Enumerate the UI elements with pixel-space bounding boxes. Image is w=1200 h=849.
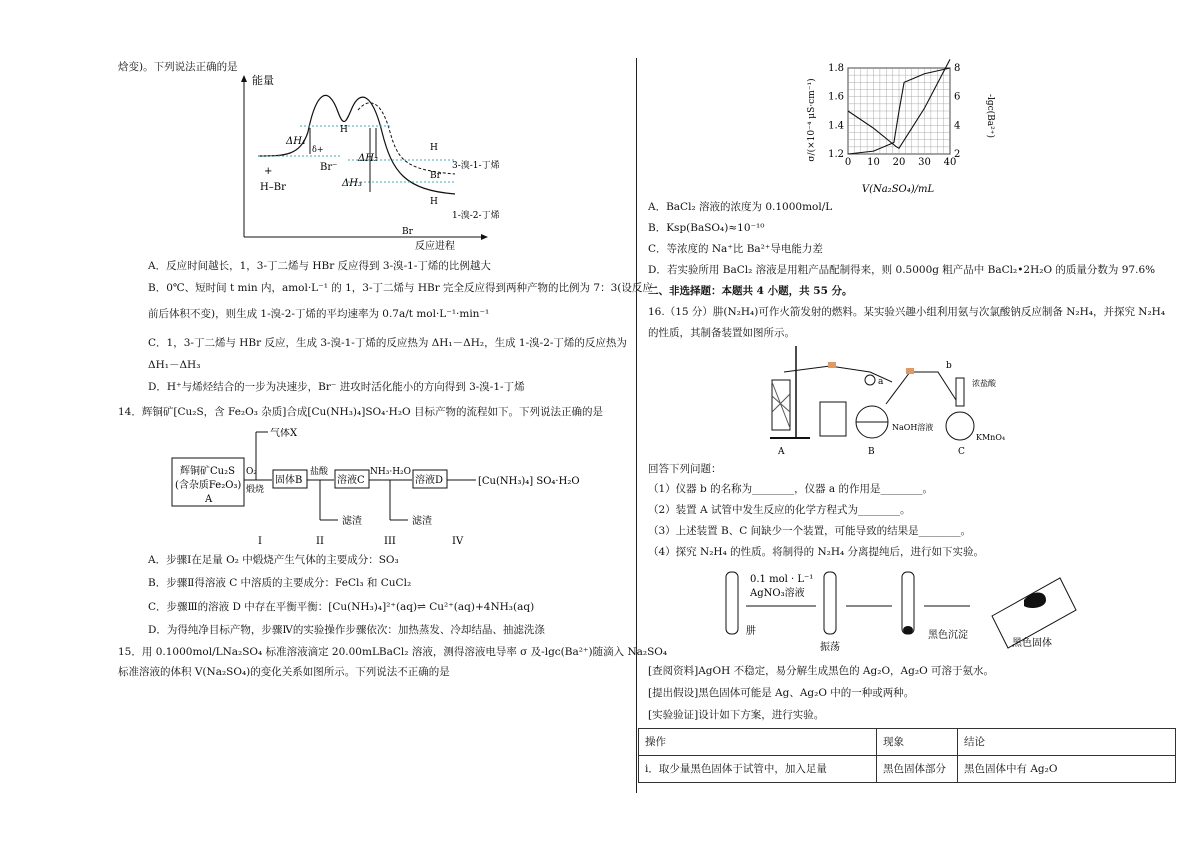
axis-arrow-y (241, 75, 247, 82)
q14-option-c: C．步骤Ⅲ的溶液 D 中存在平衡平衡：[Cu(NH₃)₄]²⁺(aq)⇌ Cu²⁺(aq)+4NH₃(aq) (148, 601, 535, 613)
axis-arrow-x (481, 234, 488, 240)
column-divider (636, 58, 637, 793)
row1-conclusion: 黑色固体中有 Ag₂O (958, 756, 1176, 783)
step-2: II (316, 536, 324, 547)
chart-y2label: -lgc(Ba²⁺) (985, 93, 995, 139)
black-solid (1024, 593, 1046, 609)
q14-stem: 14．辉铜矿[Cu₂S，含 Fe₂O₃ 杂质]合成[Cu(NH₃)₄]SO₄·H₂O 目标产物的流程如下。下列说法正确的是 (118, 406, 603, 418)
label-B: B (868, 447, 875, 457)
q14-option-b: B．步骤Ⅱ得溶液 C 中溶质的主要成分：FeCl₃ 和 CuCl₂ (148, 577, 412, 589)
q16-part-4: （4）探究 N₂H₄ 的性质。将制得的 N₂H₄ 分离提纯后，进行如下实验。 (648, 546, 985, 558)
chart-xlabel: V(Na₂SO₄)/mL (861, 184, 935, 195)
reagent-label-2: AgNO₃溶液 (750, 588, 805, 599)
black-ppt-label: 黑色沉淀 (928, 630, 968, 641)
box-a-line1: 辉铜矿Cu₂S (180, 466, 235, 477)
delta-plus: δ+ (312, 145, 324, 154)
info-consult: [查阅资料]AgOH 不稳定，易分解生成黑色的 Ag₂O，Ag₂O 可溶于氨水。 (648, 665, 995, 677)
step-3: III (384, 536, 396, 547)
h-label-1: H (340, 125, 348, 135)
reagent-label-1: 0.1 mol · L⁻¹ (750, 574, 814, 585)
shake-label: 振荡 (820, 642, 840, 653)
h-label-3: H (430, 197, 438, 207)
answer-prompt: 回答下列问题： (648, 463, 722, 475)
label-b: b (946, 361, 952, 371)
x-tick-label: 20 (892, 157, 906, 168)
energy-ylabel: 能量 (252, 74, 274, 87)
header-phenomenon: 现象 (877, 729, 958, 756)
experiment-table (638, 728, 1176, 783)
prod1-label: 3-溴-1-丁烯 (452, 161, 500, 171)
br-label-2: Br (402, 227, 413, 237)
joint-2 (906, 368, 914, 374)
h-label-2: H (430, 143, 438, 153)
q15-option-a: A．BaCl₂ 溶液的浓度为 0.1000mol/L (648, 201, 833, 213)
dh3-label: ΔH₃ (342, 178, 362, 189)
label-hcl: 浓盐酸 (972, 379, 996, 388)
gas-label: 气体X (270, 428, 298, 439)
nh3-label: NH₃·H₂O (370, 467, 412, 477)
y2-tick-label: 8 (954, 63, 961, 74)
flask-c (946, 412, 974, 440)
br-label-1: Br (430, 171, 441, 181)
table-header-row (639, 729, 1176, 756)
black-solid-label: 黑色固体 (1012, 638, 1052, 649)
tube-line-1 (784, 366, 892, 382)
titration-chart (800, 56, 1000, 196)
calc-label: 煅烧 (246, 485, 265, 495)
residue1-label: 滤渣 (342, 516, 362, 527)
dh2-label: ΔH₂ (358, 153, 378, 164)
black-precipitate (903, 626, 913, 634)
y2-tick-label: 6 (954, 91, 961, 103)
label-A: A (778, 447, 785, 457)
q14-option-a: A．步骤Ⅰ在足量 O₂ 中煅烧产生气体的主要成分：SO₃ (148, 554, 399, 566)
hbr-label: H–Br (260, 182, 286, 193)
table-row (639, 756, 1176, 783)
label-kmno4: KMnO₄ (976, 433, 1006, 442)
prod2-label: 1-溴-2-丁烯 (452, 211, 500, 221)
step-1: I (258, 536, 262, 547)
q16-stem-1: 16.（15 分）肼(N₂H₄)可作火箭发射的燃料。某实验兴趣小组利用氨与次氯酸钠反应制备 N₂H₄，并探究 N₂H₄ (648, 306, 1166, 318)
x-tick-label: 0 (844, 157, 852, 168)
q13-option-c: C．1，3-丁二烯与 HBr 反应，生成 3-溴-1-丁烯的反应热为 ΔH₁－ΔH₂，生成 1-溴-2-丁烯的反应热为 (148, 337, 627, 349)
label-C: C (958, 447, 965, 457)
header-operation: 操作 (639, 729, 877, 756)
hcl-label: 盐酸 (310, 467, 329, 477)
x-tick-label: 30 (918, 157, 931, 168)
sol-d-label: 溶液D (415, 475, 444, 486)
q13-option-c-cont: ΔH₁－ΔH₃ (148, 359, 201, 371)
hydrazine-label: 肼 (746, 626, 756, 637)
sol-c-label: 溶液C (337, 475, 365, 486)
reactant-plus: + (264, 166, 273, 177)
q13-option-b: B．0℃、短时间 t min 内，amol·L⁻¹ 的 1，3-丁二烯与 HBr 完全反应得到两种产物的比例为 7：3(设反应 (148, 282, 653, 294)
tube-3 (902, 572, 914, 634)
q15-stem-2: 标准溶液的体积 V(Na₂SO₄)的变化关系如图所示。下列说法不正确的是 (118, 666, 450, 678)
solid-b-label: 固体B (275, 475, 303, 486)
apparatus-diagram (760, 342, 1040, 460)
q13-option-d: D．H⁺与烯烃结合的一步为决速步，Br⁻ 进攻时活化能小的方向得到 3-溴-1-丁烯 (148, 381, 525, 393)
q13-option-b-cont: 前后体积不变)，则生成 1-溴-2-丁烯的平均速率为 0.7a/t mol·L⁻¹·min⁻¹ (148, 308, 490, 320)
q13-intro: 焓变)。下列说法正确的是 (118, 61, 238, 73)
funnel-a (865, 375, 875, 385)
dh1-label: ΔH₁ (286, 136, 306, 147)
y-tick-label: 1.4 (828, 120, 844, 132)
q16-part-2: （2）装置 A 试管中发生反应的化学方程式为________。 (648, 504, 911, 516)
box-a-line3: A (205, 494, 213, 505)
o2-label: O₂ (246, 467, 257, 477)
flowchart (160, 428, 600, 550)
product-label: [Cu(NH₃)₄] SO₄·H₂O (478, 476, 580, 487)
y-tick-label: 1.2 (828, 149, 844, 160)
q15-option-b: B．Ksp(BaSO₄)≈10⁻¹⁰ (648, 222, 765, 234)
step-4: IV (452, 536, 464, 547)
box-a-line2: (含杂质Fe₂O₃) (175, 480, 242, 491)
funnel-b (956, 378, 964, 406)
q13-option-a: A．反应时间越长，1，3-丁二烯与 HBr 反应得到 3-溴-1-丁烯的比例越大 (148, 260, 491, 272)
q14-option-d: D．为得纯净目标产物，步骤Ⅳ的实验操作步骤依次：加热蒸发、冷却结晶、抽滤洗涤 (148, 624, 545, 636)
label-a: a (878, 377, 884, 387)
chart-ylabel: σ/(×10⁻⁴ μS·cm⁻¹) (807, 78, 817, 162)
energy-xlabel: 反应进程 (415, 241, 455, 252)
label-naoh: NaOH溶液 (892, 423, 934, 432)
row1-phenomenon: 黑色固体部分 (877, 756, 958, 783)
energy-diagram (230, 72, 530, 252)
y-tick-label: 1.8 (828, 63, 844, 74)
info-verify: [实验验证]设计如下方案，进行实验。 (648, 709, 825, 721)
info-hypothesis: [提出假设]黑色固体可能是 Ag、Ag₂O 中的一种或两种。 (648, 687, 915, 699)
q16-stem-2: 的性质，其制备装置如图所示。 (648, 327, 795, 339)
beaker (820, 402, 846, 436)
section-2-heading: 二、非选择题：本题共 4 小题，共 55 分。 (648, 285, 853, 297)
x-tick-label: 10 (867, 157, 880, 168)
q16-part-3: （3）上述装置 B、C 间缺少一个装置，可能导致的结果是________。 (648, 525, 972, 537)
joint-1 (828, 362, 836, 368)
row1-operation: i．取少量黑色固体于试管中，加入足量 (639, 756, 877, 783)
header-conclusion: 结论 (958, 729, 1176, 756)
q15-stem-1: 15．用 0.1000mol/LNa₂SO₄ 标准溶液滴定 20.00mLBaCl₂ 溶液，测得溶液电导率 σ 及-lgc(Ba²⁺)随滴入 Na₂SO₄ (118, 646, 668, 658)
q16-part-1: （1）仪器 b 的名称为________，仪器 a 的作用是________。 (648, 483, 934, 495)
tube-2 (824, 572, 836, 634)
y2-tick-label: 2 (954, 149, 961, 160)
y2-tick-label: 4 (954, 120, 961, 132)
tube-line-2 (886, 372, 956, 404)
y-tick-label: 1.6 (828, 91, 844, 103)
tube-1 (726, 572, 738, 634)
x-tick-label: 40 (943, 157, 957, 168)
q15-option-d: D．若实验所用 BaCl₂ 溶液是用粗产品配制得来，则 0.5000g 粗产品中 BaCl₂•2H₂O 的质量分数为 97.6% (648, 264, 1156, 276)
test-tube-figure (720, 566, 1080, 656)
q15-option-c: C．等浓度的 Na⁺比 Ba²⁺导电能力差 (648, 243, 823, 255)
br-minus-label: Br⁻ (320, 162, 338, 173)
residue2-label: 滤渣 (412, 516, 432, 527)
